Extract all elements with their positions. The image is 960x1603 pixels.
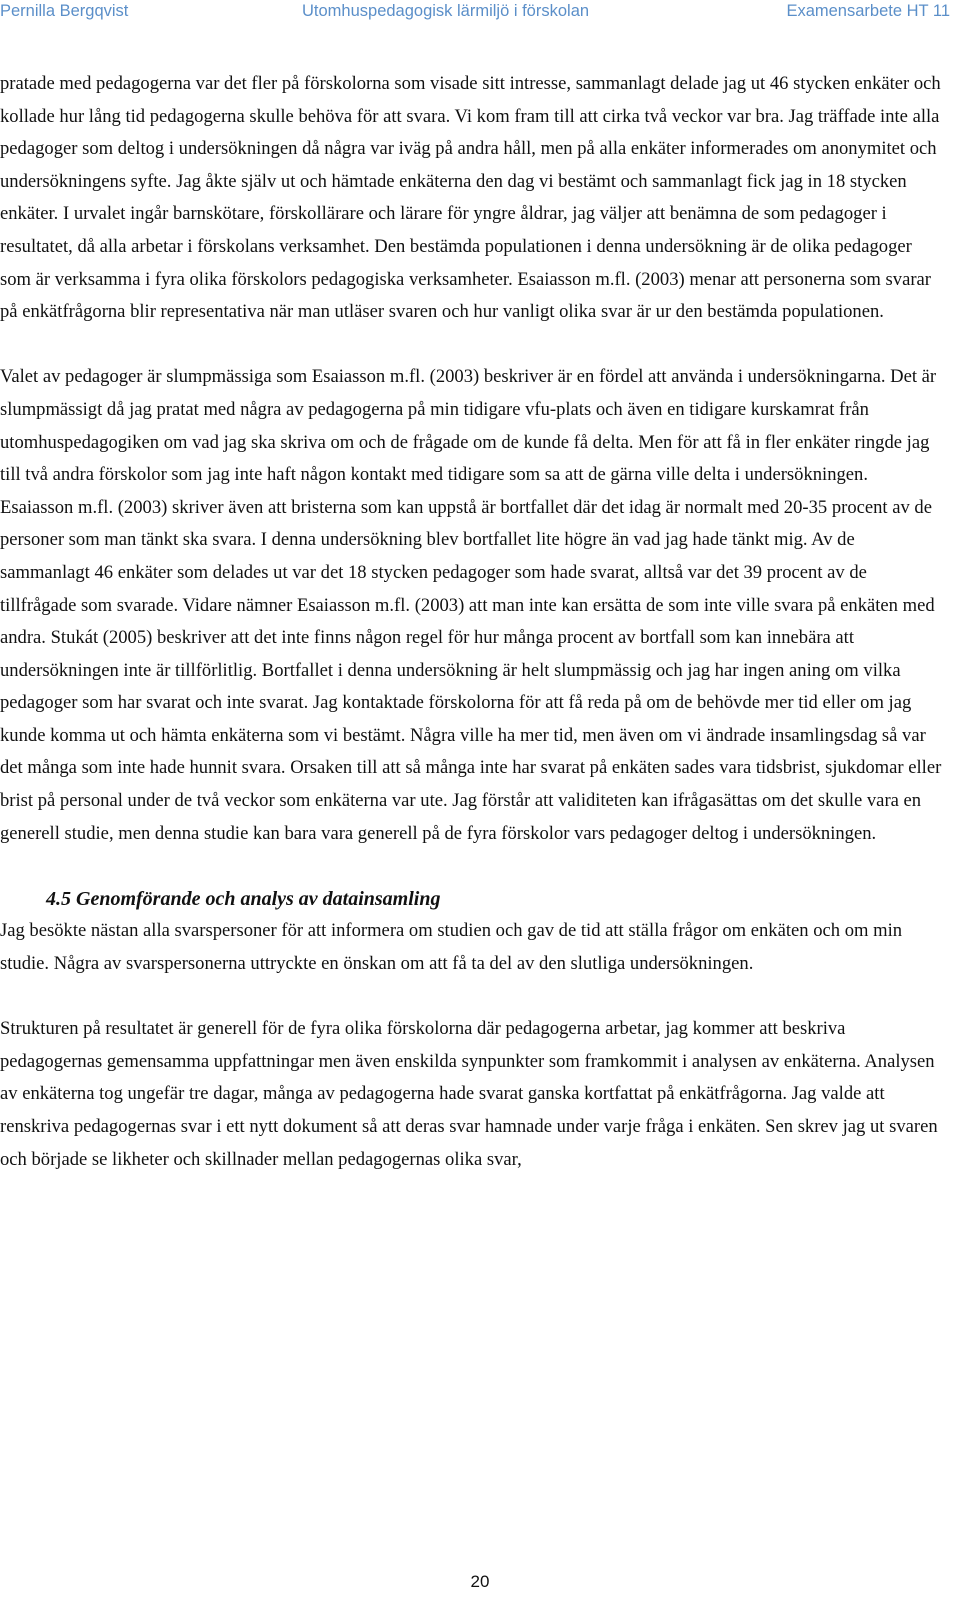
paragraph-selection: Valet av pedagoger är slumpmässiga som Esaiasson m.fl. (2003) beskriver är en fördel att använda i undersökningarna. Det är slumpmässigt då jag pratat med några av pedagogerna på min tidigare vfu-plats och även en tidigare kurskamrat från utomhuspedagogiken om vad jag ska skriva om och de frågade om de kunde få delta. Men för att få in fler enkäter ringde jag till två andra förskolor som jag inte haft någon kontakt med tidigare som sa att de gärna ville delta i undersökningen. Esaiasson m.fl. (2003) skriver även att bristerna som kan uppstå är bortfallet där det idag är normalt med 20-35 procent av de personer som man tänkt ska svara. I denna undersökning blev bortfallet lite högre än vad jag hade tänkt mig. Av de sammanlagt 46 enkäter som delades ut var det 18 stycken pedagoger som hade svarat, alltså var det 39 procent av de tillfrågade som svarade. Vidare nämner Esaiasson m.fl. (2003) att man inte kan ersätta de som inte ville svara på enkäten med andra. Stukát (2005) beskriver att det inte finns någon regel för hur många procent av bortfall som kan innebära att undersökningen inte är tillförlitlig. Bortfallet i denna undersökning är helt slumpmässig och jag har ingen aning om vilka pedagoger som har svarat och inte svarat. Jag kontaktade förskolorna för att få reda på om de behövde mer tid eller om jag kunde komma ut och hämta enkäterna som vi bestämt. Några ville ha mer tid, men även om vi ändrade insamlingsdag så var det många som inte hade hunnit svara. Orsaken till att så många inte har svarat på enkäten sades vara tidsbrist, sjukdomar eller brist på personal under de två veckor som enkäterna var ute. Jag förstår att validiteten kan ifrågasättas om det skulle vara en generell studie, men denna studie kan bara vara generell på de fyra förskolor vars pedagoger deltog i undersökningen. [0, 366, 942, 844]
header-course: Examensarbete HT 11 [786, 2, 950, 20]
paragraph-gap [0, 850, 944, 883]
page-number: 20 [470, 1572, 490, 1591]
header-author: Pernilla Bergqvist [0, 2, 129, 20]
section-heading: 4.5 Genomförande och analys av datainsamling [46, 887, 441, 910]
header-title: Utomhuspedagogisk lärmiljö i förskolan [302, 2, 590, 20]
body-text [0, 68, 944, 1176]
paragraph-gap [0, 981, 944, 1014]
running-header [0, 2, 960, 28]
paragraph-implementation: Jag besökte nästan alla svarspersoner för att informera om studien och gav de tid att ställa frågor om enkäten och om min studie. Några av svarspersonerna uttryckte en önskan om att få ta del av den slutliga undersökningen. [0, 920, 903, 975]
paragraph-sample-collection: pratade med pedagogerna var det fler på förskolorna som visade sitt intresse, sammanlagt delade jag ut 46 stycken enkäter och kollade hur lång tid pedagogerna skulle behöva för att svara. Vi kom fram till att cirka två veckor var bra. Jag träffade inte alla pedagoger som deltog i undersökningen då några var iväg på andra håll, men på alla enkäter informerades om anonymitet och undersökningens syfte. Jag åkte själv ut och hämtade enkäterna den dag vi bestämt och sammanlagt fick jag in 18 stycken enkäter. I urvalet ingår barnskötare, förskollärare och lärare för yngre åldrar, jag väljer att benämna de som pedagoger i resultatet, då alla arbetar i förskolans verksamhet. Den bestämda populationen i denna undersökning är de olika pedagoger som är verksamma i fyra olika förskolors pedagogiska verksamheter. Esaiasson m.fl. (2003) menar att personerna som svarar på enkätfrågorna blir representativa när man utläser svaren och hur vanligt olika svar är ur den bestämda populationen. [0, 73, 941, 323]
paragraph-gap [0, 329, 944, 362]
paragraph-analysis: Strukturen på resultatet är generell för de fyra olika förskolorna där pedagogerna arbetar, jag kommer att beskriva pedagogernas gemensamma uppfattningar men även enskilda synpunkter som framkommit i analysen av enkäterna. Analysen av enkäterna tog ungefär tre dagar, många av pedagogerna hade svarat ganska kortfattat på enkätfrågorna. Jag valde att renskriva pedagogernas svar i ett nytt dokument så att deras svar hamnade under varje fråga i enkäten. Sen skrev jag ut svaren och började se likheter och skillnader mellan pedagogernas olika svar, [0, 1018, 938, 1170]
